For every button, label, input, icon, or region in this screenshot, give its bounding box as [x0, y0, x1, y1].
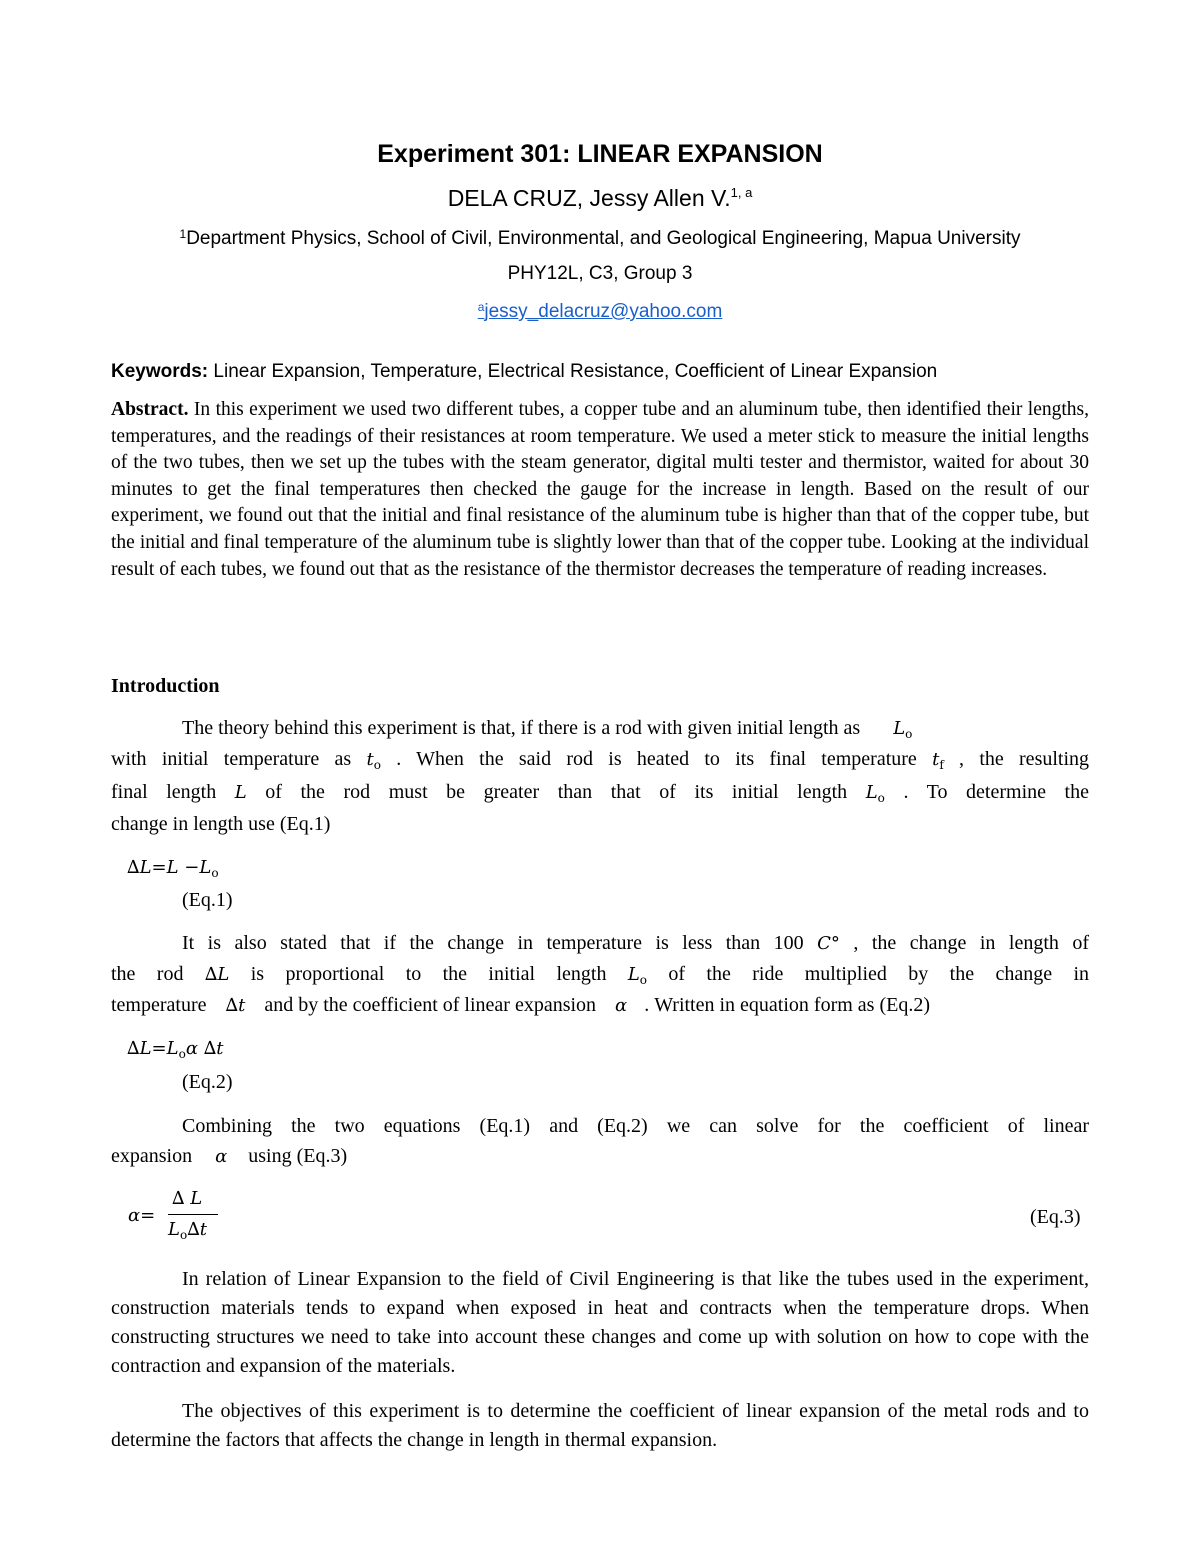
intro-p1-line3: [111, 781, 1089, 805]
intro-p2-text3b: and by the coefficient of linear expansion: [264, 994, 597, 1016]
math-L0-3: $L_o$: [627, 964, 648, 987]
intro-p3-line1: Combining the two equations (Eq.1) and (Eq.2) we can solve for the coefficient of linear: [182, 1115, 1089, 1137]
email-link[interactable]: [478, 301, 723, 322]
equation-2: $\Delta L=L_o\alpha$ ∆t: [127, 1038, 224, 1061]
paper-title: Experiment 301: LINEAR EXPANSION: [377, 140, 823, 168]
author-superscript: 1, a: [730, 185, 753, 200]
intro-p1-text2c: , the resulting: [959, 748, 1090, 770]
intro-p1-text2b: . When the said rod is heated to its final temperature: [396, 748, 917, 770]
introduction-heading: Introduction: [111, 675, 220, 697]
abstract-label: Abstract.: [111, 399, 189, 420]
author-name: DELA CRUZ, Jessy Allen V.: [447, 185, 731, 211]
intro-p1-text2a: with initial temperature as: [111, 748, 352, 770]
intro-p2-line2: [111, 963, 1089, 987]
abstract: [111, 397, 1089, 583]
math-deltat: ∆t: [225, 995, 246, 1016]
math-L: L: [234, 782, 247, 803]
intro-p2-text1b: , the change in length of: [853, 932, 1090, 954]
affiliation: [0, 227, 1200, 250]
equation-3-lhs: α=: [128, 1205, 156, 1226]
math-deltaL: ∆L: [204, 964, 230, 985]
intro-p2-line1: [111, 932, 1089, 955]
equation-3-label: (Eq.3): [1030, 1206, 1081, 1228]
math-tf: $t_f$: [932, 749, 944, 772]
intro-p3-text2b: using (Eq.3): [248, 1145, 348, 1167]
intro-p1-text3a: final length: [111, 781, 217, 803]
math-alpha: α: [615, 995, 628, 1016]
keywords-text: Linear Expansion, Temperature, Electrical Resistance, Coefficient of Linear Expansion: [213, 361, 938, 382]
equation-3-fraction-bar: [168, 1214, 218, 1215]
equation-3-numerator: ∆ L: [172, 1188, 203, 1209]
math-t0: $t_o$: [366, 749, 381, 772]
intro-p2-text1a: It is also stated that if the change in temperature is less than 100: [182, 932, 804, 954]
intro-p2-text2b: is proportional to the initial length: [250, 963, 607, 985]
math-degC: C°: [817, 933, 840, 954]
course-info: PHY12L, C3, Group 3: [507, 263, 693, 284]
math-alpha-2: α: [215, 1146, 228, 1167]
keywords-label: Keywords:: [111, 361, 209, 382]
intro-p2-line3: [111, 994, 1089, 1017]
equation-3-denominator: $L_o\Delta t$: [168, 1219, 207, 1242]
intro-p3-line2: [111, 1145, 1089, 1168]
abstract-text: In this experiment we used two different tubes, a copper tube and an aluminum tube, then identified their lengths, temperatures, and the readings of their resistances at room temperature. We used a meter stick to measure the initial lengths of the two tubes, then we set up the tubes with the steam generator, digital multi tester and thermistor, waited for about 30 minutes to get the final temperatures then checked the gauge for the increase in length. Based on the result of our experiment, we found out that the initial and final resistance of the aluminum tube is higher than that of the copper tube, but the initial and final temperature of the aluminum tube is slightly lower than that of the copper tube. Looking at the individual result of each tubes, we found out that as the resistance of the thermistor decreases the temperature of reading increases.: [111, 399, 1089, 580]
intro-p1-text3b: of the rod must be greater than that of its initial length: [265, 781, 848, 803]
intro-p2-text3a: temperature: [111, 994, 207, 1016]
intro-p1-line2: [111, 748, 1089, 772]
intro-p3-text2a: expansion: [111, 1145, 193, 1167]
intro-p2-text2c: of the ride multiplied by the change in: [668, 963, 1090, 985]
equation-1: $\Delta L=L -L_o$: [127, 857, 219, 880]
math-L0-2: $L_o$: [865, 782, 885, 805]
intro-p1-line1: [111, 717, 1089, 741]
equation-2-label: (Eq.2): [182, 1071, 233, 1093]
affiliation-text: Department Physics, School of Civil, Environmental, and Geological Engineering, Mapua University: [186, 228, 1021, 249]
keywords: [111, 361, 1089, 383]
email-superscript: a: [477, 300, 485, 314]
intro-p2-text3c: . Written in equation form as (Eq.2): [644, 994, 930, 1016]
intro-p1-text3c: . To determine the: [903, 781, 1089, 803]
intro-p1-line4: change in length use (Eq.1): [111, 813, 331, 835]
intro-p1-text1: The theory behind this experiment is that, if there is a rod with given initial length as: [182, 717, 861, 739]
math-L0: $L_o$: [893, 718, 913, 741]
intro-p2-text2a: the rod: [111, 963, 184, 985]
affiliation-superscript: 1: [179, 227, 187, 241]
intro-p4: In relation of Linear Expansion to the field of Civil Engineering is that like the tubes used in the experiment, construction materials tends to expand when exposed in heat and contracts when the temperature drops. When constructing structures we need to take into account these changes and come up with solution on how to cope with the contraction and expansion of the materials.: [111, 1268, 1089, 1377]
email-address: jessy_delacruz@yahoo.com: [484, 301, 723, 322]
email-line: [0, 300, 1200, 323]
author-line: [0, 185, 1200, 212]
intro-p5: The objectives of this experiment is to determine the coefficient of linear expansion of the metal rods and to determine the factors that affects the change in length in thermal expansion.: [111, 1400, 1089, 1451]
equation-1-label: (Eq.1): [182, 889, 233, 911]
